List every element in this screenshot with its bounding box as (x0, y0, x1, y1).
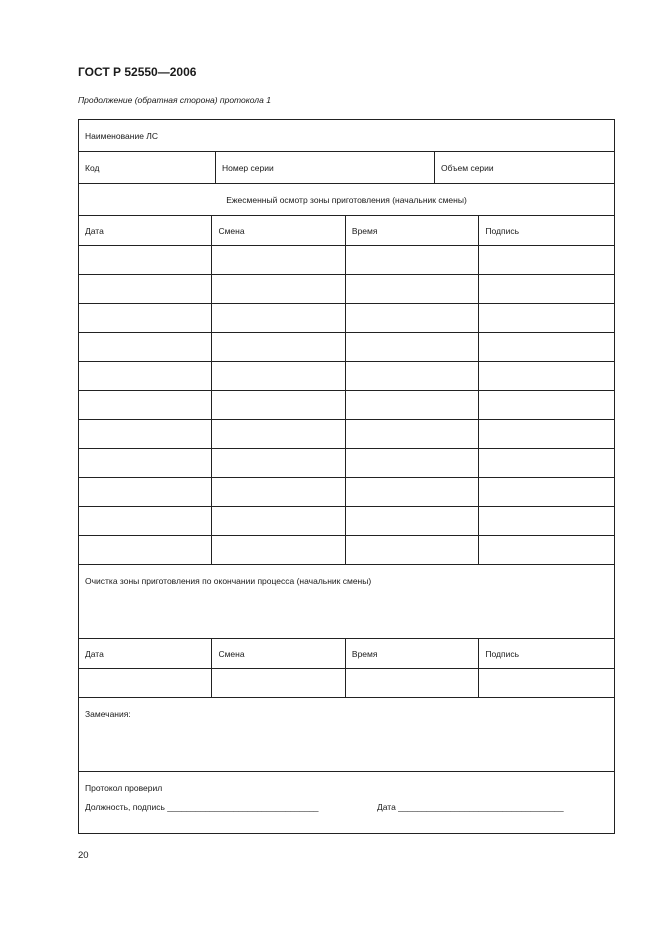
table-row (79, 669, 615, 698)
signature-cell[interactable] (479, 507, 615, 536)
date-cell[interactable] (79, 478, 212, 507)
code-label: Код (79, 152, 216, 183)
shift-cell[interactable] (212, 333, 345, 362)
time-cell[interactable] (345, 449, 478, 478)
code-series-cell (79, 152, 615, 184)
table-row (79, 391, 615, 420)
shift-inspection-title: Ежесменный осмотр зоны приготовления (начальник смены) (79, 184, 615, 216)
shift-cell[interactable] (212, 536, 345, 565)
column-header-time: Время (345, 639, 478, 669)
cleaning-title: Очистка зоны приготовления по окончании процесса (начальник смены) (79, 565, 615, 639)
date-cell[interactable] (79, 420, 212, 449)
shift-cell[interactable] (212, 246, 345, 275)
time-cell[interactable] (345, 507, 478, 536)
shift-cell[interactable] (212, 420, 345, 449)
time-cell[interactable] (345, 275, 478, 304)
shift-cell[interactable] (212, 449, 345, 478)
date-cell[interactable] (79, 669, 212, 698)
column-header-time: Время (345, 216, 478, 246)
table-row (79, 449, 615, 478)
date-cell[interactable] (79, 333, 212, 362)
column-header-date: Дата (79, 639, 212, 669)
shift-cell[interactable] (212, 362, 345, 391)
cleaning-section-row (79, 565, 615, 639)
table-row (79, 275, 615, 304)
signature-cell[interactable] (479, 478, 615, 507)
shift-inspection-title-row (79, 184, 615, 216)
column-header-signature: Подпись (479, 639, 615, 669)
time-cell[interactable] (345, 478, 478, 507)
time-cell[interactable] (345, 246, 478, 275)
table-row (79, 420, 615, 449)
document-subtitle: Продолжение (обратная сторона) протокола 1 (78, 95, 271, 105)
checked-by-label: Протокол проверил (85, 783, 163, 793)
shift-cell[interactable] (212, 507, 345, 536)
shift-cell[interactable] (212, 304, 345, 333)
shift-cell[interactable] (212, 391, 345, 420)
date-signature-line[interactable]: Дата ___________________________________ (377, 802, 564, 812)
page-number: 20 (78, 850, 89, 861)
position-signature-line[interactable]: Должность, подпись ________________________________ (85, 802, 319, 812)
series-number-label: Номер серии (216, 152, 435, 183)
protocol-form-table (78, 119, 615, 834)
signature-cell[interactable] (479, 275, 615, 304)
signature-cell[interactable] (479, 669, 615, 698)
time-cell[interactable] (345, 304, 478, 333)
date-cell[interactable] (79, 507, 212, 536)
date-cell[interactable] (79, 304, 212, 333)
time-cell[interactable] (345, 333, 478, 362)
signature-cell[interactable] (479, 449, 615, 478)
signature-line (85, 802, 608, 812)
product-name-label: Наименование ЛС (79, 120, 615, 152)
column-header-shift: Смена (212, 639, 345, 669)
date-cell[interactable] (79, 391, 212, 420)
time-cell[interactable] (345, 391, 478, 420)
date-cell[interactable] (79, 536, 212, 565)
verification-row (79, 772, 615, 834)
shift-cell[interactable] (212, 275, 345, 304)
signature-cell[interactable] (479, 362, 615, 391)
remarks-row (79, 698, 615, 772)
code-series-row (79, 152, 615, 184)
column-header-shift: Смена (212, 216, 345, 246)
inspection-header-row (79, 216, 615, 246)
column-header-date: Дата (79, 216, 212, 246)
signature-cell[interactable] (479, 391, 615, 420)
document-standard-title: ГОСТ Р 52550—2006 (78, 65, 197, 79)
signature-cell[interactable] (479, 420, 615, 449)
time-cell[interactable] (345, 536, 478, 565)
table-row (79, 507, 615, 536)
time-cell[interactable] (345, 362, 478, 391)
code-series-split (79, 152, 614, 183)
table-row (79, 333, 615, 362)
column-header-signature: Подпись (479, 216, 615, 246)
shift-cell[interactable] (212, 478, 345, 507)
product-name-row (79, 120, 615, 152)
signature-cell[interactable] (479, 536, 615, 565)
form-body (79, 120, 615, 834)
table-row (79, 362, 615, 391)
date-cell[interactable] (79, 275, 212, 304)
table-row (79, 478, 615, 507)
cleaning-header-row (79, 639, 615, 669)
table-row (79, 246, 615, 275)
time-cell[interactable] (345, 420, 478, 449)
time-cell[interactable] (345, 669, 478, 698)
date-cell[interactable] (79, 246, 212, 275)
signature-cell[interactable] (479, 304, 615, 333)
series-volume-label: Объем серии (441, 162, 494, 173)
remarks-label: Замечания: (79, 698, 615, 772)
verification-cell (79, 772, 615, 834)
signature-cell[interactable] (479, 246, 615, 275)
date-cell[interactable] (79, 449, 212, 478)
shift-cell[interactable] (212, 669, 345, 698)
table-row (79, 304, 615, 333)
signature-cell[interactable] (479, 333, 615, 362)
table-row (79, 536, 615, 565)
date-cell[interactable] (79, 362, 212, 391)
